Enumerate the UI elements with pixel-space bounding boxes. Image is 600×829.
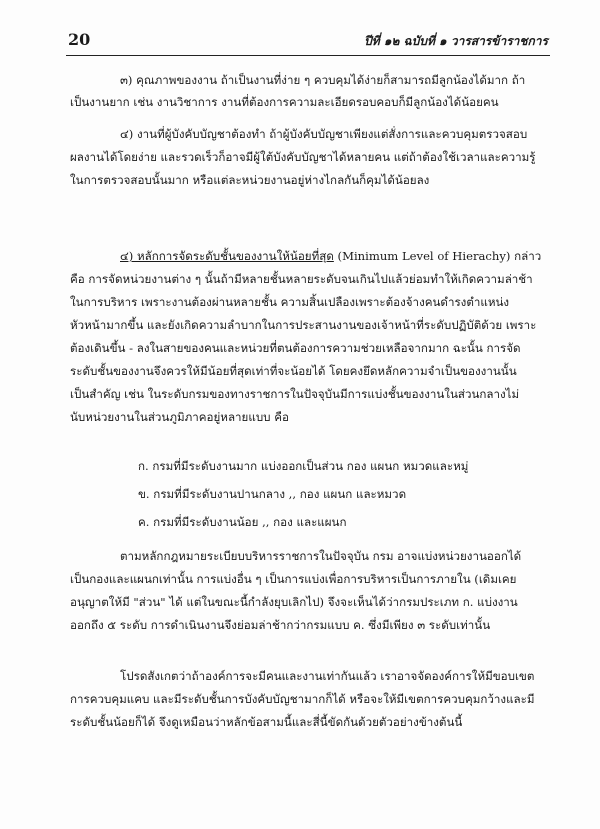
text-line: ระดับชั้นน้อยก็ได้ จึงดูเหมือนว่าหลักข้อสามนี้และสี่นี้ขัดกันด้วยตัวอย่างข้างต้นนี้: [70, 715, 463, 729]
page-number: 20: [68, 30, 91, 49]
section-heading-english: (Minimum Level of Hierachy) กล่าว: [337, 249, 542, 263]
list-item: ก. กรมที่มีระดับงานมาก แบ่งออกเป็นส่วน กอง แผนก หมวดและหมู่: [138, 459, 469, 473]
journal-title: ปีที่ ๑๒ ฉบับที่ ๑ วารสารข้าราชการ: [364, 34, 548, 48]
list-item: ข. กรมที่มีระดับงานปานกลาง ,, กอง แผนก และหมวด: [138, 487, 407, 501]
page-header: [68, 28, 548, 52]
text-line: การควบคุมแคบ และมีระดับชั้นการบังคับบัญชามากก็ได้ หรือจะให้มีเขตการควบคุมกว้างและมี: [70, 692, 535, 706]
text-line: ในการตรวจสอบนั้นมาก หรือแต่ละหน่วยงานอยู่ห่างไกลกันก็คุมได้น้อยลง: [70, 173, 430, 187]
text-line: ต้องเดินขึ้น - ลงในสายของคนและหน่วยที่ตนต้องการความช่วยเหลือจากมาก ฉะนั้น การจัด: [70, 341, 521, 355]
text-line: ตามหลักกฎหมายระเบียบบริหารราชการในปัจจุบัน กรม อาจแบ่งหน่วยงานออกได้: [120, 549, 522, 563]
text-line: นับหน่วยงานในส่วนภูมิภาคอยู่หลายแบบ คือ: [70, 410, 289, 424]
text-line: ในการบริหาร เพราะงานต้องผ่านหลายชั้น ความสิ้นเปลืองเพราะต้องจ้างคนดำรงตำแหน่ง: [70, 295, 510, 309]
text-line: เป็นกองและแผนกเท่านั้น การแบ่งอื่น ๆ เป็นการแบ่งเพื่อการบริหารเป็นการภายใน (เดิมเคย: [70, 572, 517, 586]
text-line: เป็นงานยาก เช่น งานวิชาการ งานที่ต้องการความละเอียดรอบคอบก็มีลูกน้องได้น้อยคน: [70, 95, 499, 109]
text-line: ผลงานได้โดยง่าย และรวดเร็วก็อาจมีผู้ใต้บังคับบัญชาได้หลายคน แต่ถ้าต้องใช้เวลาและความรู้: [70, 150, 536, 164]
text-line: อนุญาตให้มี "ส่วน" ได้ แต่ในขณะนี้กำลังยุบเลิกไป) จึงจะเห็นได้ว่ากรมประเภท ก. แบ่งงาน: [70, 595, 518, 609]
header-rule: [66, 55, 550, 56]
text-line: คือ การจัดหน่วยงานต่าง ๆ นั้นถ้ามีหลายชั้นหลายระดับจนเกินไปแล้วย่อมทำให้เกิดความล่าช้า: [70, 272, 533, 286]
text-line: โปรดสังเกตว่าถ้าองค์การจะมีคนและงานเท่ากันแล้ว เราอาจจัดองค์การให้มีขอบเขต: [120, 669, 535, 683]
text-line: เป็นสำคัญ เช่น ในระดับกรมของทางราชการในปัจจุบันมีการแบ่งชั้นของงานในส่วนกลางไม่: [70, 387, 520, 401]
text-line: ๓) คุณภาพของงาน ถ้าเป็นงานที่ง่าย ๆ ควบคุมได้ง่ายก็สามารถมีลูกน้องได้มาก ถ้า: [120, 73, 526, 87]
text-line: ๔) งานที่ผู้บังคับบัญชาต้องทำ ถ้าผู้บังคับบัญชาเพียงแต่สั่งการและควบคุมตรวจสอบ: [120, 127, 528, 141]
section-heading: ๔) หลักการจัดระดับชั้นของงานให้น้อยที่สุด: [120, 249, 334, 263]
text-line: ออกถึง ๕ ระดับ การดำเนินงานจึงย่อมล่าช้ากว่ากรมแบบ ค. ซึ่งมีเพียง ๓ ระดับเท่านั้น: [70, 618, 491, 632]
text-line: [120, 248, 541, 266]
text-line: หัวหน้ามากขึ้น และยังเกิดความลำบากในการประสานงานของเจ้าหน้าที่ระดับปฏิบัติด้วย เพราะ: [70, 318, 537, 332]
list-item: ค. กรมที่มีระดับงานน้อย ,, กอง และแผนก: [138, 515, 347, 529]
text-line: ระดับชั้นของงานจึงควรให้มีน้อยที่สุดเท่าที่จะน้อยได้ โดยคงยึดหลักความจำเป็นของงานนั้น: [70, 364, 517, 378]
